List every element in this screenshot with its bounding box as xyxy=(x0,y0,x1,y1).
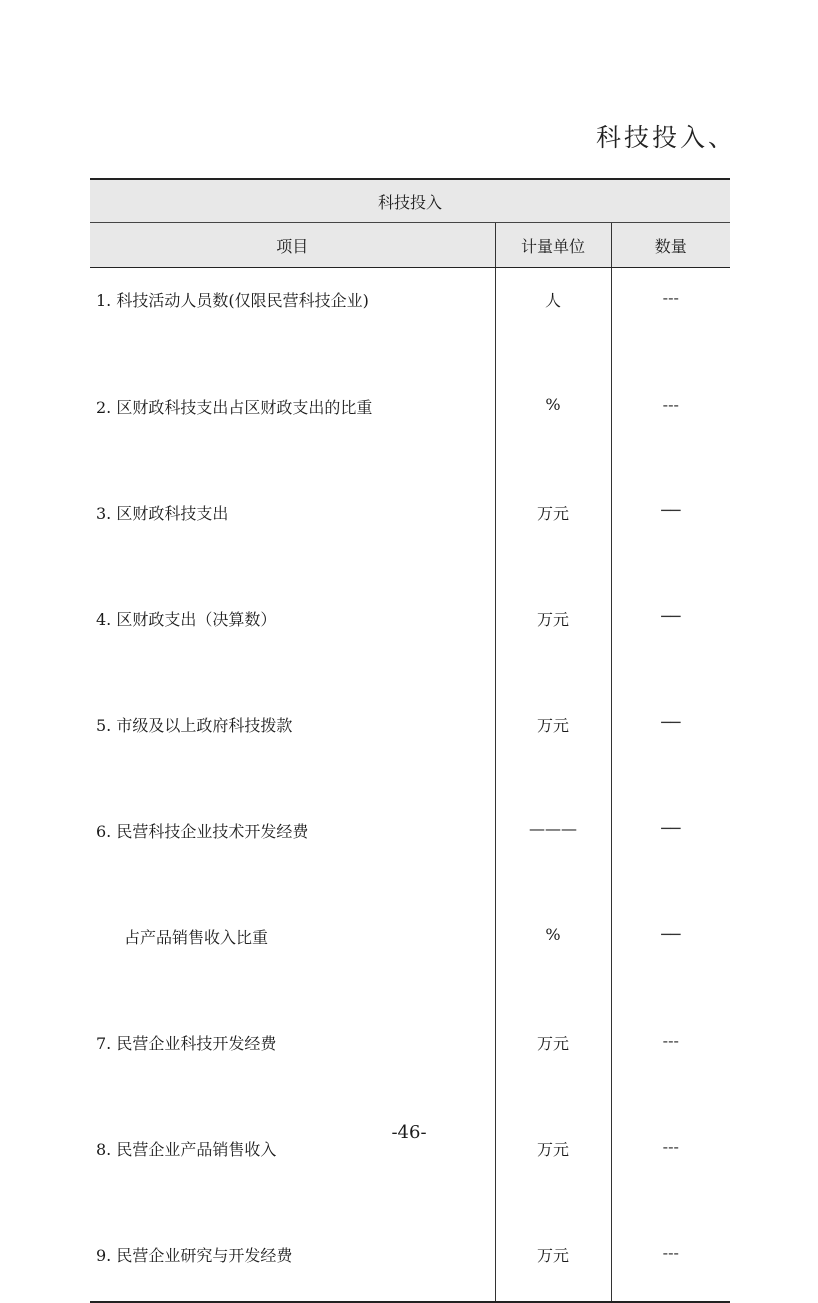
row-item-label: 1. 科技活动人员数(仅限民营科技企业) xyxy=(96,291,369,310)
row-unit: 人 xyxy=(495,268,611,376)
row-unit: 万元 xyxy=(495,587,611,693)
table-row xyxy=(90,375,730,481)
table-row xyxy=(90,1011,730,1117)
row-unit: 万元 xyxy=(495,481,611,587)
page-number: -46- xyxy=(391,1122,427,1143)
table-row xyxy=(90,587,730,693)
page-heading: 科技投入、 xyxy=(595,123,736,152)
row-item-label: 占产品销售收入比重 xyxy=(124,928,269,947)
table-row xyxy=(90,799,730,905)
column-header-item: 项目 xyxy=(90,223,495,268)
column-header-quantity: 数量 xyxy=(611,223,730,268)
table-row xyxy=(90,481,730,587)
table-row xyxy=(90,693,730,799)
row-quantity: ── xyxy=(611,481,730,587)
table-body xyxy=(90,268,730,1303)
row-item-label: 6. 民营科技企业技术开发经费 xyxy=(96,822,309,841)
row-quantity: --- xyxy=(611,268,730,376)
row-quantity: --- xyxy=(611,1011,730,1117)
row-unit: 万元 xyxy=(495,1117,611,1223)
row-quantity: ── xyxy=(611,799,730,905)
table-row xyxy=(90,905,730,1011)
table-row xyxy=(90,268,730,376)
section-title-row xyxy=(90,179,730,223)
row-unit: % xyxy=(495,905,611,1011)
row-unit: 万元 xyxy=(495,1223,611,1302)
row-quantity: --- xyxy=(611,1223,730,1302)
row-quantity: --- xyxy=(611,375,730,481)
column-header-row xyxy=(90,223,730,268)
row-item-label: 9. 民营企业研究与开发经费 xyxy=(90,1223,495,1302)
row-item-label: 3. 区财政科技支出 xyxy=(96,504,229,523)
row-item-label: 7. 民营企业科技开发经费 xyxy=(96,1034,277,1053)
row-quantity: ── xyxy=(611,693,730,799)
row-item-label: 2. 区财政科技支出占区财政支出的比重 xyxy=(96,398,373,417)
row-unit: 万元 xyxy=(495,693,611,799)
row-quantity: ── xyxy=(611,587,730,693)
column-header-unit: 计量单位 xyxy=(495,223,611,268)
row-unit: % xyxy=(495,375,611,481)
table-row xyxy=(90,1223,730,1302)
row-quantity: ── xyxy=(611,905,730,1011)
row-item-label: 4. 区财政支出（决算数） xyxy=(96,610,277,629)
row-quantity: --- xyxy=(611,1117,730,1223)
row-unit: ——— xyxy=(495,799,611,905)
row-item-label: 8. 民营企业产品销售收入 xyxy=(96,1140,277,1159)
section-title: 科技投入 xyxy=(90,179,730,223)
row-item-label: 5. 市级及以上政府科技拨款 xyxy=(96,716,293,735)
row-unit: 万元 xyxy=(495,1011,611,1117)
